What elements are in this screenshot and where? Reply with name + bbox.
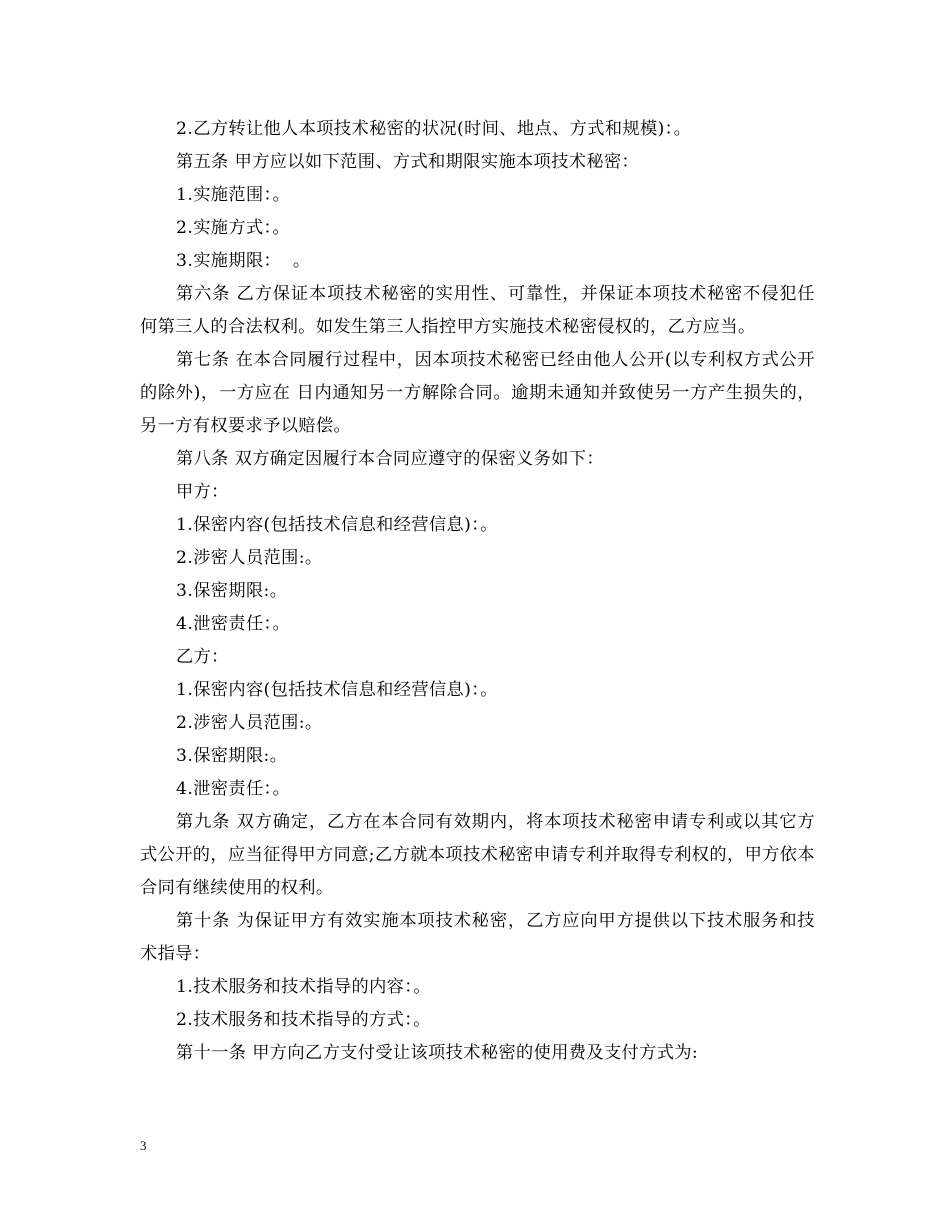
- party-label: 甲方：: [176, 482, 229, 502]
- list-item: 3.保密期限:。: [176, 746, 288, 766]
- list-item: 2.实施方式：。: [176, 218, 291, 238]
- article-paragraph: 第七条 在本合同履行过程中，因本项技术秘密已经由他人公开(以专利权方式公开的除外)，一方应在 日内通知另一方解除合同。逾期未通知并致使另一方产生损失的，另一方有权要求予以赔偿。: [140, 350, 815, 436]
- party-label: 乙方：: [176, 647, 229, 667]
- article-paragraph: 第十条 为保证甲方有效实施本项技术秘密，乙方应向甲方提供以下技术服务和技术指导：: [140, 911, 815, 964]
- list-item: 4.泄密责任：。: [176, 614, 291, 634]
- list-item: 2.涉密人员范围:。: [176, 548, 323, 568]
- paragraph: 2.乙方转让他人本项技术秘密的状况(时间、地点、方式和规模)：。: [176, 119, 692, 139]
- list-item: 1.技术服务和技术指导的内容：。: [176, 977, 431, 997]
- list-item: 4.泄密责任：。: [176, 779, 291, 799]
- list-item: 3.保密期限:。: [176, 581, 288, 601]
- list-item: 3.实施期限： 。: [176, 251, 311, 271]
- article-paragraph: 第六条 乙方保证本项技术秘密的实用性、可靠性，并保证本项技术秘密不侵犯任何第三人的合法权利。如发生第三人指控甲方实施技术秘密侵权的，乙方应当。: [140, 284, 815, 337]
- list-item: 2.技术服务和技术指导的方式：。: [176, 1010, 431, 1030]
- page-number: 3: [140, 1138, 147, 1153]
- list-item: 1.实施范围：。: [176, 185, 291, 205]
- article-heading: 第十一条 甲方向乙方支付受让该项技术秘密的使用费及支付方式为:: [176, 1043, 699, 1063]
- article-paragraph: 第九条 双方确定，乙方在本合同有效期内，将本项技术秘密申请专利或以其它方式公开的，应当征得甲方同意;乙方就本项技术秘密申请专利并取得专利权的，甲方依本合同有继续使用的权利。: [140, 812, 815, 898]
- list-item: 1.保密内容(包括技术信息和经营信息)：。: [176, 515, 498, 535]
- list-item: 1.保密内容(包括技术信息和经营信息)：。: [176, 680, 498, 700]
- list-item: 2.涉密人员范围:。: [176, 713, 323, 733]
- article-heading: 第八条 双方确定因履行本合同应遵守的保密义务如下：: [176, 449, 604, 469]
- document-body: [140, 113, 815, 1070]
- article-heading: 第五条 甲方应以如下范围、方式和期限实施本项技术秘密：: [176, 152, 640, 172]
